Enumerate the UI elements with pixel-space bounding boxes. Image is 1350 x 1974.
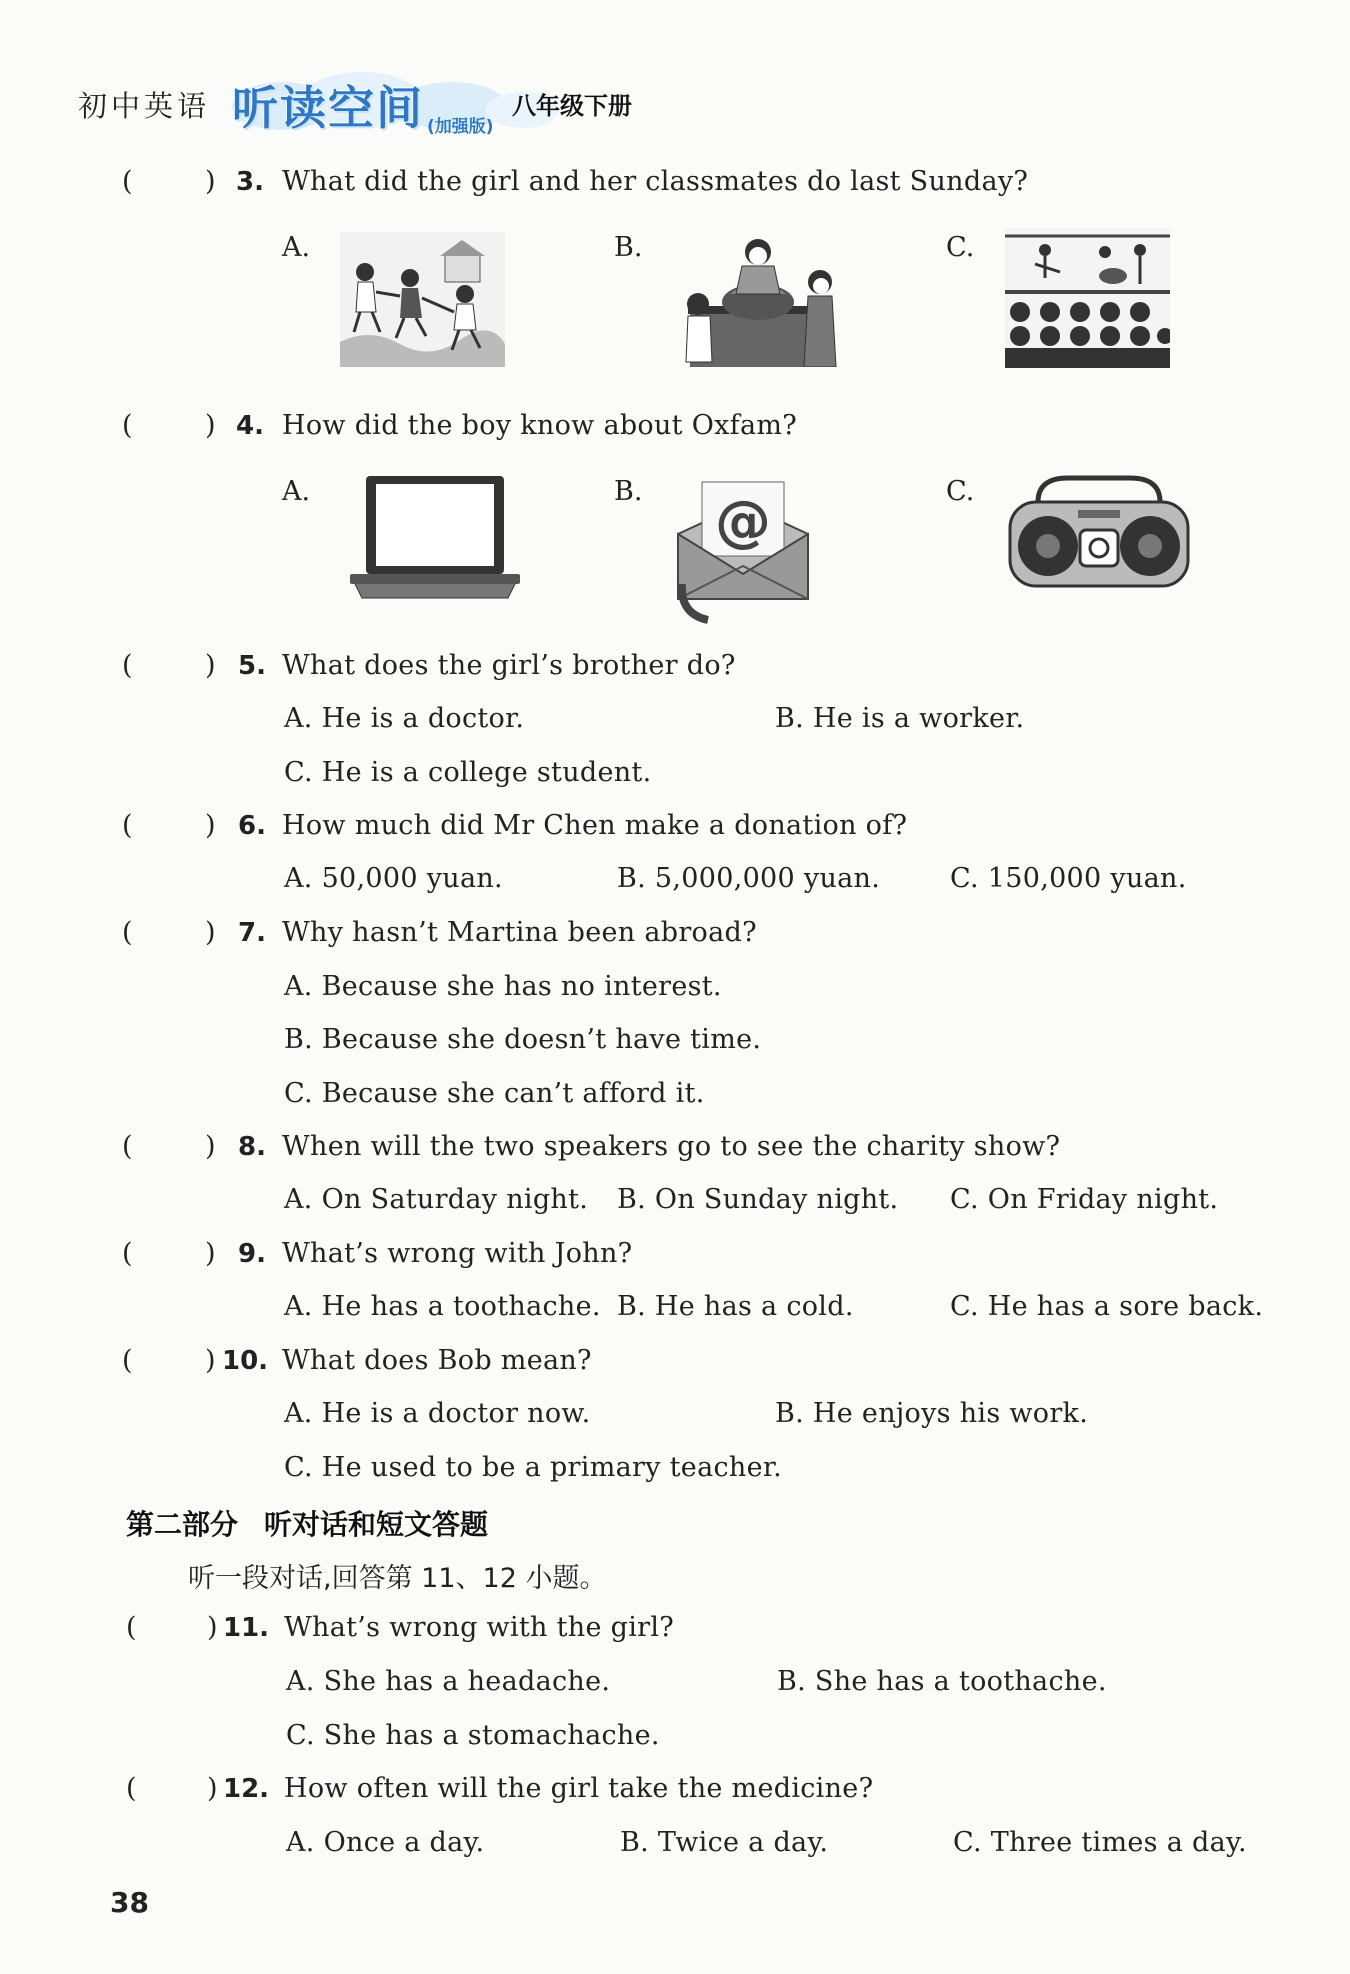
answer-bracket-open[interactable]: (: [122, 410, 133, 441]
question-text: What did the girl and her classmates do last Sunday?: [282, 166, 1029, 197]
email-envelope-picture: [668, 474, 818, 624]
option-b[interactable]: B. He is a worker.: [775, 703, 1025, 734]
answer-bracket-close: ): [205, 1238, 216, 1269]
question-number: 4.: [236, 411, 264, 441]
answer-bracket-open[interactable]: (: [126, 1612, 137, 1643]
option-b[interactable]: B. She has a toothache.: [777, 1666, 1107, 1697]
answer-bracket-close: ): [205, 810, 216, 841]
answer-bracket-open[interactable]: (: [122, 650, 133, 681]
page-number: 38: [110, 1886, 149, 1919]
option-a[interactable]: A. He is a doctor now.: [284, 1398, 591, 1429]
answer-bracket-close: ): [207, 1612, 218, 1643]
section-part-label: 第二部分: [126, 1508, 239, 1541]
option-b[interactable]: B. He enjoys his work.: [775, 1398, 1089, 1429]
question-text: How often will the girl take the medicine?: [284, 1773, 874, 1804]
option-c[interactable]: C. 150,000 yuan.: [950, 863, 1187, 894]
question-number: 3.: [236, 167, 264, 197]
question-text: What does Bob mean?: [282, 1345, 592, 1376]
question-number: 7.: [238, 918, 266, 948]
answer-bracket-open[interactable]: (: [122, 917, 133, 948]
option-b[interactable]: B. He has a cold.: [617, 1291, 854, 1322]
children-playing-picture: [340, 232, 505, 367]
option-c[interactable]: C. She has a stomachache.: [286, 1720, 660, 1751]
question-text: What’s wrong with John?: [282, 1238, 633, 1269]
option-a[interactable]: A. Because she has no interest.: [284, 971, 722, 1002]
option-a-label: A.: [282, 476, 311, 507]
option-a[interactable]: A. 50,000 yuan.: [284, 863, 503, 894]
question-number: 10.: [222, 1346, 269, 1376]
option-c[interactable]: C. He is a college student.: [284, 757, 652, 788]
option-c[interactable]: C. On Friday night.: [950, 1184, 1219, 1215]
option-b-label: B.: [614, 476, 643, 507]
answer-bracket-open[interactable]: (: [122, 1238, 133, 1269]
option-b[interactable]: B. 5,000,000 yuan.: [617, 863, 881, 894]
option-c-label: C.: [946, 476, 975, 507]
option-b[interactable]: B. Because she doesn’t have time.: [284, 1024, 762, 1055]
option-c[interactable]: C. He used to be a primary teacher.: [284, 1452, 782, 1483]
answer-bracket-open[interactable]: (: [126, 1773, 137, 1804]
question-number: 5.: [238, 651, 266, 681]
answer-bracket-close: ): [205, 166, 216, 197]
svg-text:@: @: [715, 489, 771, 554]
question-text: When will the two speakers go to see the charity show?: [282, 1131, 1061, 1162]
option-b-label: B.: [614, 232, 643, 263]
series-title: 初中英语: [78, 89, 211, 123]
band-concert-picture: [1005, 228, 1170, 368]
answer-bracket-close: ): [205, 650, 216, 681]
option-a[interactable]: A. He is a doctor.: [284, 703, 525, 734]
answer-bracket-open[interactable]: (: [122, 810, 133, 841]
question-text: How did the boy know about Oxfam?: [282, 410, 798, 441]
answer-bracket-close: ): [207, 1773, 218, 1804]
section-heading: [126, 1503, 514, 1543]
question-number: 11.: [223, 1613, 270, 1643]
question-number: 8.: [238, 1132, 266, 1162]
option-b[interactable]: B. Twice a day.: [620, 1827, 829, 1858]
students-packing-donations-picture: [670, 232, 840, 367]
option-c-label: C.: [946, 232, 975, 263]
section-title: 听对话和短文答题: [264, 1508, 489, 1541]
answer-bracket-close: ): [205, 410, 216, 441]
option-c[interactable]: C. He has a sore back.: [950, 1291, 1264, 1322]
question-number: 6.: [238, 811, 266, 841]
answer-bracket-open[interactable]: (: [122, 1345, 133, 1376]
option-c[interactable]: C. Three times a day.: [953, 1827, 1247, 1858]
question-number: 12.: [223, 1774, 270, 1804]
edition-label: (加强版): [427, 117, 494, 137]
answer-bracket-close: ): [205, 917, 216, 948]
grade-label: 八年级下册: [512, 92, 632, 120]
section-instruction: 听一段对话,回答第 11、12 小题。: [188, 1563, 607, 1594]
question-number: 9.: [238, 1239, 266, 1269]
brand-title: 听读空间: [232, 81, 424, 135]
option-a[interactable]: A. She has a headache.: [286, 1666, 611, 1697]
answer-bracket-close: ): [205, 1131, 216, 1162]
option-a[interactable]: A. Once a day.: [286, 1827, 485, 1858]
option-a-label: A.: [282, 232, 311, 263]
question-text: What’s wrong with the girl?: [284, 1612, 675, 1643]
page-header: [72, 70, 772, 140]
question-text: Why hasn’t Martina been abroad?: [282, 917, 757, 948]
option-a[interactable]: A. He has a toothache.: [284, 1291, 601, 1322]
answer-bracket-close: ): [205, 1345, 216, 1376]
answer-bracket-open[interactable]: (: [122, 166, 133, 197]
laptop-picture: [350, 474, 520, 609]
question-text: How much did Mr Chen make a donation of?: [282, 810, 908, 841]
answer-bracket-open[interactable]: (: [122, 1131, 133, 1162]
option-b[interactable]: B. On Sunday night.: [617, 1184, 899, 1215]
option-c[interactable]: C. Because she can’t afford it.: [284, 1078, 705, 1109]
question-text: What does the girl’s brother do?: [282, 650, 736, 681]
radio-picture: [1008, 474, 1190, 589]
option-a[interactable]: A. On Saturday night.: [284, 1184, 589, 1215]
